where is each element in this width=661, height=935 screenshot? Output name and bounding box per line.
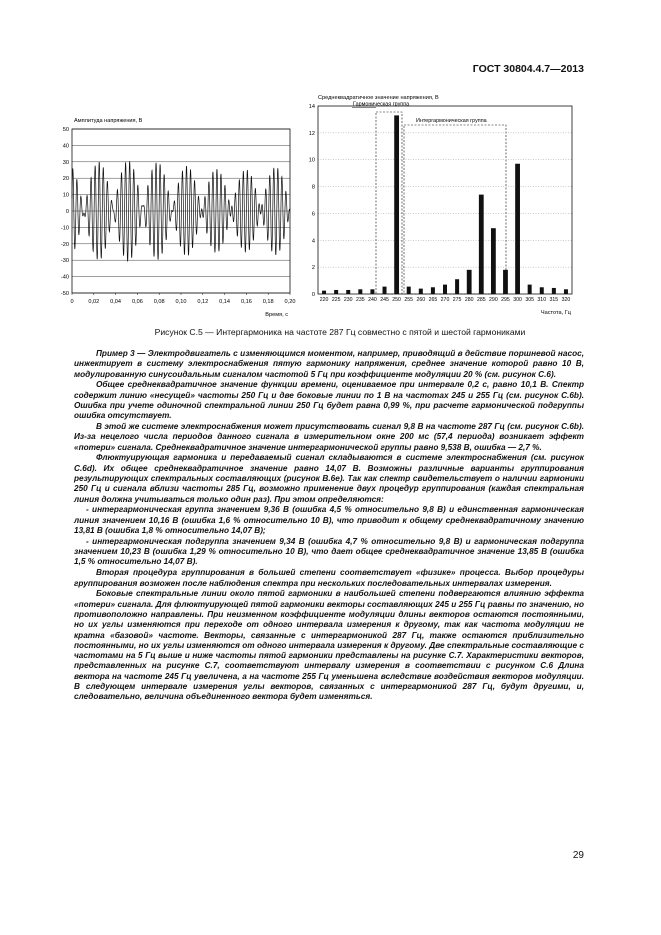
right-chart-x-tick-label: 255 xyxy=(404,297,414,303)
list-item-procedure-2: - интергармоническая подгруппа значением 9,34 В (ошибка 4,7 % относительно 9,8 В) и гармоническая подгруппа значением 10,23 В (ошибка 1,29 % относительно 10 В), что дает общее среднеквадратичное значение 13,85 В (ошибка 1,5 % относительно 14,07 В). xyxy=(74,536,584,567)
left-chart-x-tick-label: 0,10 xyxy=(175,299,187,305)
document-header: ГОСТ 30804.4.7—2013 xyxy=(472,63,584,75)
spectrum-bar xyxy=(479,195,484,294)
paragraph-fluctuating-harmonic: Флюктуирующая гармоника и передаваемый сигнал складываются в системе электроснабжения (см. рисунок С.6d). Их общее среднеквадратичное значение равно 14,07 В. Возможны различные варианты группирования результирующих спектральных составляющих (рисунок В.6е). Так как спектр свидетельствует о наличии гармоники 250 Гц и сигнала вблизи частоты 285 Гц, возможно применение двух процедур группирования (каждая спектральная линия должна учитываться только один раз). При этом определяются: xyxy=(74,453,584,504)
figure-c5 xyxy=(0,88,661,320)
body-text xyxy=(74,349,584,703)
right-chart-y-tick-label: 10 xyxy=(308,157,315,164)
spectrum-bar xyxy=(358,289,362,294)
left-chart-y-tick-label: 0 xyxy=(65,209,69,215)
right-chart-x-ticks xyxy=(320,297,571,303)
spectrum-bar xyxy=(431,287,435,294)
right-chart-x-tick-label: 300 xyxy=(513,297,522,303)
spectrum-bar xyxy=(503,270,508,294)
left-chart-y-tick-label: 50 xyxy=(62,127,69,133)
left-chart-y-tick-label: -50 xyxy=(60,291,69,297)
right-chart-y-ticks xyxy=(309,104,315,298)
left-chart-y-ticks xyxy=(61,127,69,297)
right-chart-frame xyxy=(318,106,572,294)
right-chart-y-tick-label: 8 xyxy=(311,184,315,191)
interharmonic-group-box xyxy=(404,125,506,294)
spectrum-bar xyxy=(383,287,387,294)
left-chart-y-tick-label: 30 xyxy=(62,159,69,166)
right-chart-x-tick-label: 235 xyxy=(356,297,365,303)
right-chart-x-tick-label: 280 xyxy=(464,297,474,303)
left-chart-x-tick-label: 0,12 xyxy=(197,299,209,305)
left-chart-y-tick-label: -30 xyxy=(60,258,69,265)
spectrum-bar xyxy=(334,290,338,294)
spectrum-bar xyxy=(370,289,374,294)
left-chart-x-tick-label: 0,16 xyxy=(240,299,252,305)
right-chart-x-tick-label: 245 xyxy=(380,297,389,303)
left-chart-waveform xyxy=(72,161,290,261)
spectrum-bar xyxy=(322,291,326,294)
left-chart-xlabel: Время, с xyxy=(265,312,288,318)
spectrum-bar xyxy=(455,279,459,294)
spectrum-bar xyxy=(407,287,411,294)
spectrum-bar xyxy=(540,287,544,294)
left-chart-x-tick-label: 0,06 xyxy=(131,299,143,305)
left-chart-x-tick-label: 0,20 xyxy=(284,299,296,305)
left-chart-y-tick-label: -40 xyxy=(60,274,69,281)
right-chart-x-tick-label: 270 xyxy=(440,297,450,303)
left-chart-x-tick-label: 0,14 xyxy=(219,299,231,305)
right-chart-y-tick-label: 2 xyxy=(311,265,315,272)
right-chart-x-tick-label: 290 xyxy=(489,297,498,303)
right-chart-x-tick-label: 230 xyxy=(343,297,353,303)
figure-charts xyxy=(0,88,661,320)
right-chart-x-tick-label: 275 xyxy=(452,297,462,303)
spectrum-bar xyxy=(346,290,350,294)
paragraph-example-3: Пример 3 — Электродвигатель с изменяющимся моментом, например, приводящий в действие поршневой насос, инжектирует в систему электроснабжения пятую гармонику напряжения, среднее значение которой равно 10 В, модулированную синусоидальным сигналом частотой 5 Гц при коэффициенте модуляции 20 % (см. рисунок С.6). xyxy=(74,349,584,379)
right-chart-x-tick-label: 320 xyxy=(561,297,571,303)
harmonic-group-label: Гармоническая группа xyxy=(353,101,410,108)
right-chart-x-tick-label: 315 xyxy=(549,297,559,303)
spectrum-bar xyxy=(552,288,556,294)
spectrum-bar xyxy=(491,228,496,294)
left-chart-x-tick-label: 0,08 xyxy=(153,299,165,305)
paragraph-second-procedure: Вторая процедура группирования в большей степени соответствует «физике» процесса. Выбор процедуры группирования возможен после наблюдения спектра при нескольких последовательных интервалах измерения. xyxy=(74,568,584,588)
spectrum-bar xyxy=(564,289,568,294)
figure-caption: Рисунок С.5 — Интергармоника на частоте 287 Гц совместно с пятой и шестой гармониками xyxy=(154,327,526,337)
interharmonic-group-label: Интергармоническая группа xyxy=(416,118,487,124)
left-chart-y-tick-label: -10 xyxy=(60,225,69,232)
right-chart-y-tick-label: 14 xyxy=(308,104,315,110)
right-chart-x-tick-label: 295 xyxy=(501,297,510,303)
left-chart-x-tick-label: 0,18 xyxy=(262,299,274,305)
right-chart-x-tick-label: 240 xyxy=(368,297,377,303)
spectrum-bar xyxy=(394,115,399,294)
right-chart-x-tick-label: 285 xyxy=(476,297,486,303)
left-chart-y-tick-label: -20 xyxy=(60,241,69,248)
right-chart-x-tick-label: 265 xyxy=(428,297,438,303)
right-chart-xlabel: Частота, Гц xyxy=(540,310,571,316)
left-chart-grid xyxy=(72,129,290,293)
right-chart-grid xyxy=(318,133,572,267)
page-number: 29 xyxy=(572,850,584,861)
left-chart xyxy=(61,118,296,318)
spectrum-bar xyxy=(419,289,423,294)
right-chart-x-tick-label: 310 xyxy=(537,297,547,303)
right-chart xyxy=(309,95,572,316)
spectrum-bar xyxy=(467,270,472,294)
right-chart-ylabel: Среднеквадратичное значение напряжения, В xyxy=(318,95,439,101)
left-chart-y-tick-label: 20 xyxy=(62,176,69,183)
paragraph-side-lines: Боковые спектральные линии около пятой гармоники в наибольшей степени подвергаются влиянию эффекта «потери» сигнала. Для флюктуирующей пятой гармоники векторы составляющих 245 и 255 Гц равны по значению, но противоположно направлены. При неизменном коэффициенте модуляции длины векторов остаются постоянными, но их углы изменяются при переходе от одного интервала измерения к другому, так как частота модуляции не кратна «базовой» частоте. Векторы, связанные с интергармоникой 287 Гц, также остаются приблизительно постоянными, но их углы изменяются от одного интервала измерения к другому. Две спектральные составляющие с частотами на 5 Гц выше и ниже частоты пятой гармоники представлены на рисунке С.7. Характеристики векторов, представленных на рисунке С.7, соответствуют интервалу измерения в соответствии с рисунком С.6 Длина вектора на частоте 245 Гц увеличена, а на частоте 255 Гц уменьшена вследствие воздействия векторов модуляции. В следующем интервале измерения углы векторов, связанных с интергармоникой 287 Гц, будут другими, и, следовательно, величина объединенного вектора будет изменяться. xyxy=(74,589,584,702)
left-chart-x-tick-label: 0,04 xyxy=(110,299,122,305)
spectrum-bar xyxy=(443,285,447,294)
right-chart-x-tick-label: 260 xyxy=(416,297,426,303)
right-chart-y-tick-label: 12 xyxy=(308,130,315,137)
left-chart-y-tick-label: 40 xyxy=(62,143,69,150)
right-chart-y-tick-label: 0 xyxy=(311,292,315,298)
left-chart-x-tick-label: 0,02 xyxy=(88,299,100,305)
right-chart-y-tick-label: 6 xyxy=(311,211,315,218)
spectrum-bar xyxy=(515,164,520,294)
left-chart-x-tick-label: 0 xyxy=(70,299,74,305)
paragraph-interharmonic-signal: В этой же системе электроснабжения может присутствовать сигнал 9,8 В на частоте 287 Гц (см. рисунок С.6b). Из-за нецелого числа периодов данного сигнала в измерительном окне 200 мс (57,4 периода) возникает эффект «потери» сигнала. Среднеквадратичное значение интергармонической группы равно 9,538 В, ошибка — 2,7 %. xyxy=(74,422,584,452)
right-chart-x-tick-label: 305 xyxy=(525,297,534,303)
left-chart-ylabel: Амплитуда напряжения, В xyxy=(74,118,143,124)
list-item-procedure-1: - интергармоническая группа значением 9,36 В (ошибка 4,5 % относительно 9,8 В) и единственная гармоническая линия значением 10,16 В (ошибка 1,6 % относительно 10 В), что приводит к общему среднеквадратичному значению 13,81 В (ошибка 1,8 % относительно 14,07 В); xyxy=(74,505,584,536)
right-chart-y-tick-label: 4 xyxy=(311,238,315,245)
right-chart-x-tick-label: 220 xyxy=(319,297,329,303)
spectrum-bar xyxy=(528,285,532,294)
right-chart-x-tick-label: 225 xyxy=(331,297,341,303)
left-chart-x-ticks xyxy=(70,293,295,305)
right-chart-x-tick-label: 250 xyxy=(392,297,401,303)
left-chart-y-tick-label: 10 xyxy=(62,192,69,199)
paragraph-rms-value: Общее среднеквадратичное значение функции времени, оцениваемое при интервале 0,2 с, равно 10,1 В. Спектр содержит линию «несущей» частоты 250 Гц и две боковые линии по 1 В на частотах 245 и 255 Гц (см. рисунок С.6b). Ошибка при учете одиночной спектральной линии 250 Гц будет равна 0,99 %, при расчете гармонической подгруппы ошибка отсутствует. xyxy=(74,380,584,421)
